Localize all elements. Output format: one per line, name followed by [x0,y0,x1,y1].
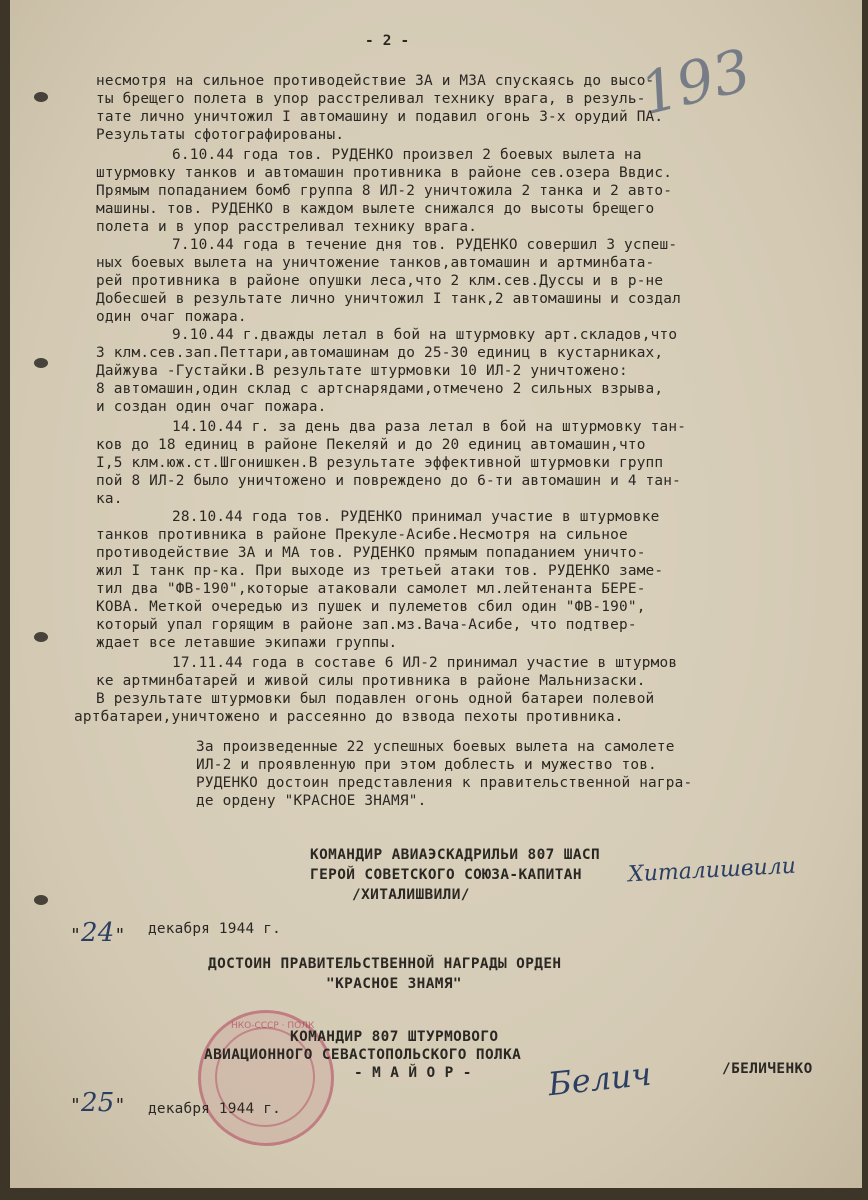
archive-number-mark: 193 [633,35,758,129]
typed-line: полета и в упор расстреливал технику врага. [96,219,478,235]
typed-line: ты брещего полета в упор расстреливал технику врага, в резуль- [96,91,646,107]
binding-hole [34,632,48,642]
typed-line: жил I танк пр-ка. При выходе из третьей атаки тов. РУДЕНКО заме- [96,563,664,579]
regiment-line-1: КОМАНДИР 807 ШТУРМОВОГО [290,1029,499,1045]
typed-line: ков до 18 единиц в районе Пекеляй и до 20 единиц автомашин,что [96,437,646,453]
typed-line: который упал горящим в районе зап.мз.Вача-Асибе, что подтвер- [96,617,637,633]
typed-line: 17.11.44 года в составе 6 ИЛ-2 принимал участие в штурмов [172,655,678,671]
typed-line: один очаг пожара. [96,309,247,325]
typed-line: тате лично уничтожил I автомашину и подавил огонь 3-х орудий ПА. [96,109,664,125]
typed-line: 8 автомашин,один склад с артснарядами,отмечено 2 сильных взрыва, [96,381,664,397]
award-line-1: ДОСТОИН ПРАВИТЕЛЬСТВЕННОЙ НАГРАДЫ ОРДЕН [208,956,562,972]
typed-line: ка. [96,491,123,507]
binding-hole [34,895,48,905]
typed-line: 6.10.44 года тов. РУДЕНКО произвел 2 боевых вылета на [172,147,642,163]
commander-rank: ГЕРОЙ СОВЕТСКОГО СОЮЗА-КАПИТАН [310,867,582,883]
typed-line: противодействие ЗА и МА тов. РУДЕНКО прямым попаданием уничто- [96,545,646,561]
typed-line: ждает все летавшие экипажи группы. [96,635,398,651]
typed-line: штурмовку танков и автомашин противника в районе сев.озера Ввдис. [96,165,673,181]
typed-line: Добесшей в результате лично уничтожил I танк,2 автомашины и создал [96,291,682,307]
typed-line: танков противника в районе Прекуле-Асибе.Несмотря на сильное [96,527,628,543]
typed-line: Результаты сфотографированы. [96,127,345,143]
date2-day: "25" [70,1088,126,1118]
typed-line: ке артминбатарей и живой силы противника в районе Мальнизаски. [96,673,646,689]
award-line-2: "КРАСНОЕ ЗНАМЯ" [326,976,462,992]
typed-line: машины. тов. РУДЕНКО в каждом вылете снижался до высоты брещего [96,201,655,217]
commander-name: /ХИТАЛИШВИЛИ/ [352,887,470,903]
typed-line: Дайжува -Густайки.В результате штурмовки 10 ИЛ-2 уничтожено: [96,363,628,379]
typed-line: КОВА. Меткой очередью из пушек и пулеметов сбил один "ФВ-190", [96,599,646,615]
binding-hole [34,358,48,368]
typed-line: 7.10.44 года в течение дня тов. РУДЕНКО совершил 3 успеш- [172,237,678,253]
typed-line: Прямым попаданием бомб группа 8 ИЛ-2 уничтожила 2 танка и 2 авто- [96,183,673,199]
typed-line: ных боевых вылета на уничтожение танков,автомашин и артминбата- [96,255,655,271]
typed-line: 3 клм.сев.зап.Петтари,автомашинам до 25-30 единиц в кустарниках, [96,345,664,361]
scan-border-left [0,0,10,1200]
regiment-rank: - М А Й О Р - [354,1065,472,1081]
typed-line: несмотря на сильное противодействие ЗА и МЗА спускаясь до высо- [96,73,655,89]
typed-line: I,5 клм.юж.ст.Шгонишкен.В результате эффективной штурмовки групп [96,455,664,471]
typed-line: 14.10.44 г. за день два раза летал в бой на штурмовку тан- [172,419,687,435]
regiment-commander-name: /БЕЛИЧЕНКО [722,1061,813,1077]
page-number: - 2 - [365,33,410,49]
typed-line: артбатареи,уничтожено и рассеянно до взвода пехоты противника. [74,709,624,725]
date2-month-year: декабря 1944 г. [148,1101,281,1117]
scan-border-right [862,0,868,1200]
typed-line: 28.10.44 года тов. РУДЕНКО принимал участие в штурмовке [172,509,660,525]
commander-signature: Хиталишвили [627,853,797,888]
binding-hole [34,92,48,102]
typed-line: 9.10.44 г.дважды летал в бой на штурмовку арт.складов,что [172,327,678,343]
regiment-line-2: АВИАЦИОННОГО СЕВАСТОПОЛЬСКОГО ПОЛКА [204,1047,522,1063]
regiment-signature: Белич [546,1054,654,1104]
typed-line: В результате штурмовки был подавлен огонь одной батареи полевой [96,691,655,707]
date1-day: "24" [70,918,126,948]
typed-line: рей противника в районе опушки леса,что 2 клм.сев.Дуссы и в р-не [96,273,664,289]
typed-line: ИЛ-2 и проявленную при этом доблесть и мужество тов. [196,757,657,773]
typed-line: тил два "ФВ-190",которые атаковали самолет мл.лейтенанта БЕРЕ- [96,581,646,597]
typed-line: де ордену "КРАСНОЕ ЗНАМЯ". [196,793,427,809]
stamp-text: НКО-СССР · ПОЛК [231,1021,315,1031]
typed-line: пой 8 ИЛ-2 было уничтожено и повреждено до 6-ти автомашин и 4 тан- [96,473,682,489]
typed-line: РУДЕНКО достоин представления к правительственной награ- [196,775,693,791]
typed-line: и создан один очаг пожара. [96,399,327,415]
typed-line: За произведенные 22 успешных боевых вылета на самолете [196,739,675,755]
date1-month-year: декабря 1944 г. [148,921,281,937]
commander-title: КОМАНДИР АВИАЭСКАДРИЛЬИ 807 ШАСП [310,847,601,863]
scan-border-bottom [0,1188,868,1200]
